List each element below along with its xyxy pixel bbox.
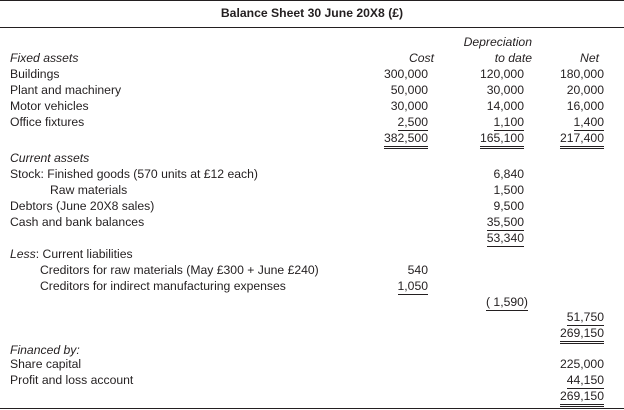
page-title: Balance Sheet 30 June 20X8 (£): [0, 0, 624, 28]
depreciation-header: Depreciation: [463, 35, 532, 49]
fixed-asset-row: [0, 66, 624, 82]
current-liabilities-heading: [10, 246, 133, 262]
net-value: 1,400: [573, 115, 604, 129]
cost-value: 2,500: [397, 115, 428, 129]
financed-by-row: [0, 372, 624, 388]
fixed-assets-heading: Fixed assets: [10, 51, 79, 65]
net-assets-total: 269,150: [560, 325, 604, 344]
current-liability-value: 1,050: [397, 279, 428, 293]
financed-by-total: 269,150: [560, 388, 604, 407]
current-liabilities-total-row: [0, 294, 624, 310]
current-liabilities-heading-row: [0, 246, 624, 262]
header-row-1: [0, 34, 624, 50]
current-asset-value: 35,500: [486, 215, 524, 229]
financed-by-value: 44,150: [566, 373, 604, 387]
current-asset-row: [0, 198, 624, 214]
row-label: Raw materials: [50, 183, 128, 197]
fixed-asset-row: [0, 114, 624, 130]
current-assets-heading-row: [0, 150, 624, 166]
current-liabilities-label: : Current liabilities: [35, 247, 133, 261]
net-current-assets: 51,750: [566, 310, 604, 324]
current-assets-total-row: [0, 230, 624, 246]
row-label: Creditors for indirect manufacturing expenses: [40, 279, 286, 293]
net-value: 180,000: [559, 67, 604, 81]
header-row-2: [0, 50, 624, 66]
depreciation-total: 165,100: [480, 130, 524, 149]
current-liability-row: [0, 278, 624, 294]
depreciation-value: 30,000: [486, 83, 524, 97]
fixed-asset-row: [0, 98, 624, 114]
cost-total: 382,500: [384, 130, 428, 149]
depreciation-value: 1,100: [493, 115, 524, 129]
current-asset-row: [0, 182, 624, 198]
financed-by-row: [0, 356, 624, 372]
net-header: Net: [580, 51, 599, 65]
row-label: Office fixtures: [10, 115, 85, 129]
row-label: Profit and loss account: [10, 373, 134, 387]
current-liabilities-total: ( 1,590): [485, 295, 528, 309]
row-label: Cash and bank balances: [10, 215, 145, 229]
row-label: Plant and machinery: [10, 83, 122, 97]
row-label: Motor vehicles: [10, 99, 89, 113]
fixed-asset-row: [0, 82, 624, 98]
current-asset-row: [0, 214, 624, 230]
current-asset-value: 9,500: [493, 199, 524, 213]
net-total: 217,400: [560, 130, 604, 149]
bottom-rule: [0, 408, 624, 409]
row-label: Buildings: [10, 67, 60, 81]
row-label: Share capital: [10, 357, 82, 371]
depreciation-subheader: to date: [494, 51, 532, 65]
financed-by-heading: Financed by:: [10, 343, 80, 357]
depreciation-value: 14,000: [486, 99, 524, 113]
net-current-assets-row: [0, 309, 624, 325]
cost-header: Cost: [408, 51, 434, 65]
cost-value: 30,000: [390, 99, 428, 113]
net-value: 16,000: [566, 99, 604, 113]
current-assets-total: 53,340: [486, 231, 524, 245]
row-label: Stock: Finished goods (570 units at £12 each): [10, 167, 258, 181]
row-label: Creditors for raw materials (May £300 + June £240): [40, 263, 319, 277]
row-label: Debtors (June 20X8 sales): [10, 199, 155, 213]
current-asset-value: 1,500: [493, 183, 524, 197]
fixed-assets-total-row: [0, 130, 624, 146]
current-liability-row: [0, 262, 624, 278]
depreciation-value: 120,000: [479, 67, 524, 81]
financed-by-value: 225,000: [559, 357, 604, 371]
net-value: 20,000: [566, 83, 604, 97]
current-asset-value: 6,840: [493, 167, 524, 181]
current-asset-row: [0, 166, 624, 182]
cost-value: 50,000: [390, 83, 428, 97]
current-assets-heading: Current assets: [10, 151, 90, 165]
financed-by-total-row: [0, 388, 624, 404]
cost-value: 300,000: [383, 67, 428, 81]
less-label: Less: [10, 247, 36, 261]
current-liability-value: 540: [407, 263, 428, 277]
net-assets-total-row: [0, 325, 624, 341]
